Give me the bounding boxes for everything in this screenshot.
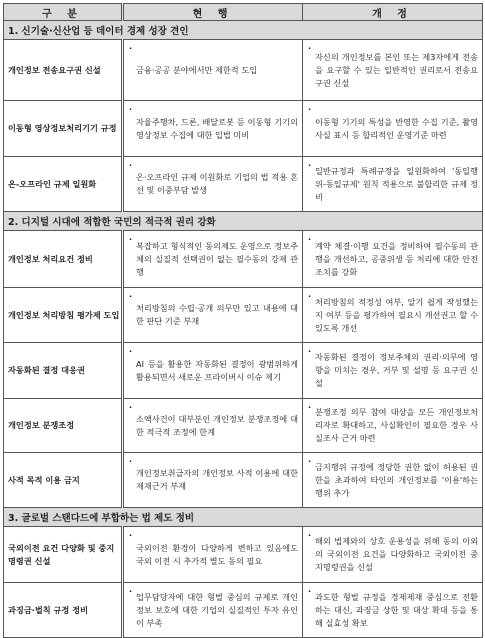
table-row: [4, 453, 483, 508]
row-current: · 복잡하고 형식적인 동의제도 운영으로 정보주체의 실질적 선택권이 없는 필수동의 강제 관행: [123, 231, 303, 288]
row-revised: · 일반규정과 특례규정을 일원화하여 '동일행위-동일규제' 원칙 적용으로 불합리한 규제 정비: [303, 157, 483, 212]
section-title: 3. 글로벌 스탠다드에 부합하는 법 제도 정비: [4, 508, 483, 527]
row-category: 자동화된 결정 대응권: [4, 343, 123, 399]
row-category: 온-오프라인 규제 일원화: [4, 157, 123, 212]
row-current: · 금융·공공 분야에서만 제한적 도입: [123, 40, 303, 101]
row-category: 사적 목적 이용 금지: [4, 453, 123, 508]
row-category: 개인정보 처리요건 정비: [4, 231, 123, 288]
table-row: [4, 399, 483, 453]
table-row: [4, 288, 483, 343]
comparison-table-wrapper: [3, 3, 482, 638]
row-category: 개인정보 전송요구권 신설: [4, 40, 123, 101]
row-category: 과징금·벌칙 규정 정비: [4, 583, 123, 638]
section-title: 2. 디지털 시대에 적합한 국민의 적극적 권리 강화: [4, 212, 483, 231]
row-current: · AI 등을 활용한 자동화된 결정이 광범위하게 활용되면서 새로운 프라이버시 이슈 제기: [123, 343, 303, 399]
row-revised: · 과도한 형벌 규정을 경제제재 중심으로 전환하는 대신, 과징금 상한 및 대상 확대 등을 통해 실효성 확보: [303, 583, 483, 638]
table-row: [4, 231, 483, 288]
header-current: 현 행: [123, 4, 303, 21]
header-row: [4, 4, 483, 21]
row-current: · 개인정보취급자의 개인정보 사적 이용에 대한 제재근거 부재: [123, 453, 303, 508]
section-title: 1. 신기술·신산업 등 데이터 경제 성장 견인: [4, 21, 483, 40]
table-row: [4, 157, 483, 212]
row-current: · 자율주행차, 드론, 배달로봇 등 이동형 기기의 영상정보 수집에 대한 입법 미비: [123, 101, 303, 157]
row-revised: · 분쟁조정 의무 참여 대상을 모든 개인정보처리자로 확대하고, 사실확인이 필요한 경우 사실조사 근거 마련: [303, 399, 483, 453]
row-current: · 소액사건이 대부분인 개인정보 분쟁조정에 대한 적극적 조정에 한계: [123, 399, 303, 453]
table-row: [4, 40, 483, 101]
row-revised: · 해외 법제와의 상호 운용성을 위해 동의 이외의 국외이전 요건을 다양화하고 국외이전 중지명령권을 신설: [303, 527, 483, 583]
row-revised: · 처리방침의 적정성 여부, 알기 쉽게 작성했는지 여부 등을 평가하여 필요시 개선권고 할 수 있도록 개선: [303, 288, 483, 343]
table-row: [4, 583, 483, 638]
section-1-title-row: [4, 21, 483, 40]
header-revised: 개 정: [303, 4, 483, 21]
row-revised: · 이동형 기기의 특성을 반영한 수집 기준, 촬영 사실 표시 등 합리적인 운영기준 마련: [303, 101, 483, 157]
comparison-table: [3, 3, 483, 638]
table-row: [4, 343, 483, 399]
row-category: 이동형 영상정보처리기기 규정: [4, 101, 123, 157]
header-category: 구 분: [4, 4, 123, 21]
row-category: 개인정보 분쟁조정: [4, 399, 123, 453]
row-current: · 처리방침의 수립·공개 의무만 있고 내용에 대한 판단 기준 부재: [123, 288, 303, 343]
table-row: [4, 527, 483, 583]
row-category: 국외이전 요건 다양화 및 중지명령권 신설: [4, 527, 123, 583]
row-revised: · 금지행위 규정에 정당한 권한 없이 허용된 권한을 초과하여 타인의 개인정보를 '이용'하는 행위 추가: [303, 453, 483, 508]
row-current: · 업무담당자에 대한 형벌 중심의 규제로 개인정보 보호에 대한 기업의 실질적인 투자 유인이 부족: [123, 583, 303, 638]
row-current: · 온·오프라인 규제 이원화로 기업의 법 적용 혼선 및 이중부담 발생: [123, 157, 303, 212]
section-2-title-row: [4, 212, 483, 231]
section-3-title-row: [4, 508, 483, 527]
table-row: [4, 101, 483, 157]
row-revised: · 계약 체결·이행 요건을 정비하여 필수동의 관행을 개선하고, 공중위생 등 처리에 대한 안전조치를 강화: [303, 231, 483, 288]
row-current: · 국외이전 환경이 다양하게 변하고 있음에도 국외 이전 시 추가적 별도 동의 필요: [123, 527, 303, 583]
row-revised: · 자신의 개인정보를 본인 또는 제3자에게 전송을 요구할 수 있는 일반적인 권리로서 전송요구권 신설: [303, 40, 483, 101]
row-revised: · 자동화된 결정이 정보주체의 권리·의무에 영향을 미치는 경우, 거부 및 설명 등 요구권 신설: [303, 343, 483, 399]
row-category: 개인정보 처리방침 평가제 도입: [4, 288, 123, 343]
